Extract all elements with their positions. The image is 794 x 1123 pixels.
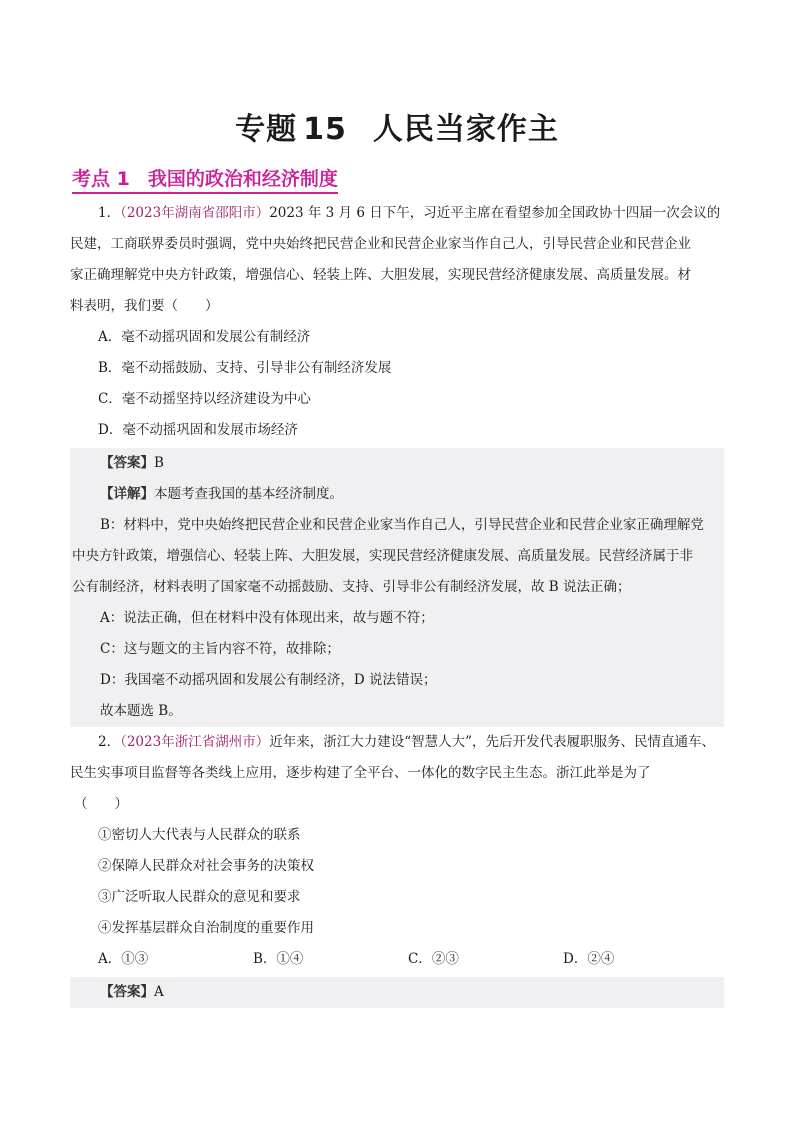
section-label: 考点 1 xyxy=(72,168,130,190)
q2-number: 2． xyxy=(98,734,121,750)
q2-answer-section xyxy=(70,977,724,1008)
q1-explain-a: A：说法正确，但在材料中没有体现出来，故与题不符； xyxy=(70,603,724,634)
page-title xyxy=(0,104,794,148)
q1-answer-label: 【答案】 xyxy=(100,455,154,471)
q1-answer-section xyxy=(70,448,724,727)
q1-explain-b1: B：材料中，党中央始终把民营企业和民营企业家当作自己人，引导民营企业和民营企业家正确理解党 xyxy=(70,510,724,541)
q1-explain-b2: 中央方针政策，增强信心、轻装上阵、大胆发展，实现民营经济健康发展、高质量发展。民营经济属于非 xyxy=(70,541,724,572)
q1-conclusion: 故本题选 B。 xyxy=(70,696,724,727)
q1-number: 1． xyxy=(98,205,121,221)
q1-explain-d: D：我国毫不动摇巩固和发展公有制经济，D 说法错误； xyxy=(70,665,724,696)
q2-choice-c: C．②③ xyxy=(408,951,459,967)
q1-option-d: D．毫不动摇巩固和发展市场经济 xyxy=(98,422,298,438)
q2-item-1: ①密切人大代表与人民群众的联系 xyxy=(98,827,301,843)
q1-option-b: B．毫不动摇鼓励、支持、引导非公有制经济发展 xyxy=(98,360,392,376)
q1-detail-label: 【详解】 xyxy=(100,486,154,502)
title-main: 人民当家作主 xyxy=(372,112,559,147)
title-prefix: 专题 xyxy=(235,112,298,147)
title-number: 15 xyxy=(303,112,347,147)
q1-detail: 【详解】本题考查我国的基本经济制度。 xyxy=(70,479,724,510)
q2-item-3: ③广泛听取人民群众的意见和要求 xyxy=(98,889,301,905)
q1-stem-line2: 民建，工商联界委员时强调，党中央始终把民营企业和民营企业家当作自己人，引导民营企业和民营企业 xyxy=(70,236,691,252)
q1-option-c: C．毫不动摇坚持以经济建设为中心 xyxy=(98,391,311,407)
q2-answer-value: A xyxy=(154,984,164,1000)
q1-answer-value: B xyxy=(154,455,164,471)
q2-choice-a: A．①③ xyxy=(98,951,149,967)
section-name: 我国的政治和经济制度 xyxy=(147,168,338,190)
q1-stem-line1: 1．（2023年湖南省邵阳市）2023 年 3 月 6 日下午，习近平主席在看望参加全国政协十四届一次会议的 xyxy=(98,205,721,221)
q1-explain-c: C：这与题文的主旨内容不符，故排除； xyxy=(70,634,724,665)
q2-choice-b: B．①④ xyxy=(253,951,304,967)
q2-answer xyxy=(70,977,724,1008)
q2-stem-line1: 2．（2023年浙江省湖州市）近年来，浙江大力建设“智慧人大”，先后开发代表履职服务、民情直通车、 xyxy=(98,734,716,750)
section-heading xyxy=(72,164,338,194)
q2-item-4: ④发挥基层群众自治制度的重要作用 xyxy=(98,920,314,936)
q1-stem-line4: 料表明，我们要（ ） xyxy=(70,298,219,314)
q2-choice-d: D．②④ xyxy=(563,951,615,967)
question-2 xyxy=(70,727,724,975)
q2-stem-line2: 民生实事项目监督等各类线上应用，逐步构建了全平台、一体化的数字民主生态。浙江此举是为了 xyxy=(70,765,651,781)
q1-option-a: A．毫不动摇巩固和发展公有制经济 xyxy=(98,329,311,345)
q2-stem-line3: （ ） xyxy=(74,796,128,812)
q2-answer-label: 【答案】 xyxy=(100,984,154,1000)
q2-choices xyxy=(70,944,724,975)
q1-answer xyxy=(70,448,724,479)
q1-source: （2023年湖南省邵阳市） xyxy=(120,205,270,221)
q1-stem-line3: 家正确理解党中央方针政策，增强信心、轻装上阵、大胆发展，实现民营经济健康发展、高质量发展。材 xyxy=(70,267,691,283)
document-body xyxy=(70,198,724,1008)
question-1 xyxy=(70,198,724,446)
q1-explain-b3: 公有制经济，材料表明了国家毫不动摇鼓励、支持、引导非公有制经济发展，故 B 说法正确； xyxy=(70,572,724,603)
q2-source: （2023年浙江省湖州市） xyxy=(120,734,270,750)
q2-item-2: ②保障人民群众对社会事务的决策权 xyxy=(98,858,314,874)
